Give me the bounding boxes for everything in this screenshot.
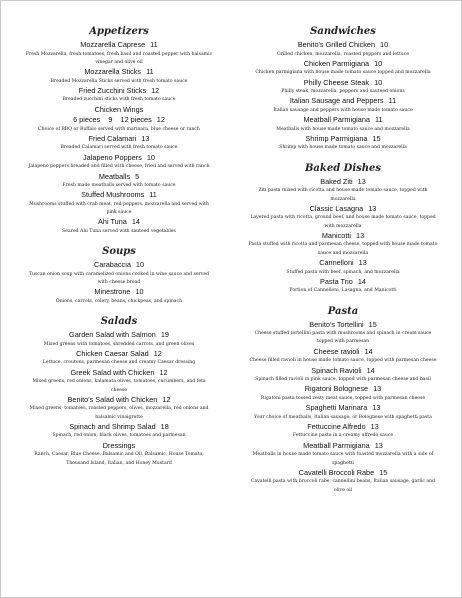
menu-item-description: Cheese stuffed tortellini pasta with mushrooms and spinach in cream sauce topped with parmesan bbox=[254, 331, 432, 345]
menu-item-price: 13 bbox=[356, 230, 365, 240]
menu-item-name: Carabaccia bbox=[93, 260, 131, 270]
menu-item bbox=[19, 368, 219, 395]
menu-item-description: Cheese filled ravioli in house made tomato sauce, topped with parmesan cheese bbox=[249, 358, 437, 364]
menu-item-price: 10 bbox=[135, 287, 144, 297]
menu-item-line bbox=[241, 115, 445, 126]
menu-item-description: Layered pasta with ricotta, ground beef, and house made tomato sauce, topped with mozzarella bbox=[250, 215, 436, 229]
menu-item-name: Cheese ravioli bbox=[313, 346, 360, 356]
menu-item bbox=[241, 134, 445, 153]
menu-item bbox=[19, 190, 219, 217]
menu-item-name: Italian Sausage and Peppers bbox=[289, 96, 384, 106]
menu-item bbox=[241, 347, 445, 366]
section-spacer bbox=[19, 306, 219, 315]
menu-item-price: 12 bbox=[151, 85, 160, 95]
menu-item-line bbox=[241, 441, 445, 452]
menu-item bbox=[241, 96, 445, 115]
menu-item bbox=[19, 422, 219, 441]
menu-item-description: Philly steak, mozzarella, peppers and sauteed onions bbox=[281, 89, 405, 95]
menu-item-price: 11 bbox=[146, 67, 154, 77]
menu-item-price: 14 bbox=[364, 346, 373, 356]
menu-item bbox=[19, 134, 219, 153]
menu-item bbox=[241, 40, 445, 59]
menu-item-line bbox=[241, 422, 445, 433]
menu-item-line bbox=[19, 40, 219, 51]
menu-item-description: Ranch, Caesar, Blue Cheese, Balsamic and Oil, Balsamic, House Tomato, Thousand Island, Italian, and Honey Mustard bbox=[34, 452, 204, 466]
section-spacer bbox=[241, 153, 445, 162]
section-spacer bbox=[19, 236, 219, 245]
menu-item bbox=[19, 115, 219, 134]
menu-item-line bbox=[19, 153, 219, 164]
menu-item-description: Fresh Mozzarella, fresh tomatoes, fresh basil and roasted pepper with balsamic vinegar and olive oil bbox=[25, 51, 213, 65]
menu-item bbox=[241, 403, 445, 422]
menu-item-description: Seared Ahi Tuna served with sauteed vegetables bbox=[62, 228, 176, 234]
menu-item-description: Italian sausage and peppers with house made tomato sauce bbox=[273, 107, 413, 113]
menu-item-line bbox=[19, 395, 219, 406]
menu-item-line bbox=[19, 349, 219, 360]
menu-item-price: 12 bbox=[159, 367, 168, 377]
menu-item-description: Shrimp with house made tomato sauce and mozzarella bbox=[279, 145, 407, 151]
menu-item-price: 11 bbox=[374, 115, 383, 125]
menu-item-line bbox=[241, 204, 445, 215]
menu-item-name: Fried Zucchini Sticks bbox=[78, 85, 147, 95]
menu-item-name: Spinach and Shrimp Salad bbox=[69, 421, 156, 431]
section-title-salads: Salads bbox=[100, 316, 138, 328]
menu-item-name: Rigatoni Bolognese bbox=[304, 384, 369, 394]
menu-item-name: Fried Calamari bbox=[88, 133, 137, 143]
menu-item-name: Meatball Parmigiana bbox=[303, 115, 370, 125]
menu-item-name: Chicken Parmigiana bbox=[303, 58, 370, 68]
menu-item-description: Meatballs with house made tomato sauce and mozzarella bbox=[276, 126, 410, 132]
menu-item-name: Chicken Caesar Salad bbox=[76, 348, 149, 358]
menu-item bbox=[241, 78, 445, 97]
menu-item-line bbox=[241, 320, 445, 331]
menu-item-name: Meatball Parmigiana bbox=[303, 440, 370, 450]
menu-item-line bbox=[241, 347, 445, 358]
menu-item-price: 12 bbox=[153, 348, 162, 358]
menu-item bbox=[241, 258, 445, 277]
menu-item-line bbox=[241, 468, 445, 479]
menu-item-name: Mozzarella Caprese bbox=[80, 40, 146, 49]
menu-item bbox=[19, 40, 219, 67]
menu-item-price: 10 bbox=[374, 77, 383, 87]
menu-item-description: Fresh made meatballs served with tomato sauce bbox=[62, 183, 176, 189]
menu-item-line bbox=[241, 78, 445, 89]
menu-column-left bbox=[19, 25, 219, 468]
menu-item-name: 6 pieces 9 12 pieces bbox=[73, 115, 152, 125]
menu-item-price: 15 bbox=[379, 467, 388, 477]
menu-item-line bbox=[241, 59, 445, 70]
menu-item-price: 10 bbox=[380, 40, 389, 49]
menu-item-name: Philly Cheese Steak bbox=[303, 77, 370, 87]
menu-item-price: 10 bbox=[374, 58, 383, 68]
menu-item-line bbox=[19, 134, 219, 145]
menu-item-price: 18 bbox=[160, 421, 169, 431]
menu-item bbox=[241, 277, 445, 296]
menu-item-price: 14 bbox=[366, 365, 375, 375]
menu-item-line bbox=[19, 190, 219, 201]
menu-item-line bbox=[19, 330, 219, 341]
menu-item-name: Greek Salad with Chicken bbox=[70, 367, 155, 377]
menu-item bbox=[241, 320, 445, 347]
menu-item-price: 13 bbox=[358, 258, 367, 268]
menu-item bbox=[241, 422, 445, 441]
menu-item-description: Meatballs in house made tomato sauce with toasted mozzarella with a side of spaghetti bbox=[252, 452, 434, 466]
menu-item-description: Ziti pasta mixed with ricotta and house made tomato sauce, topped with mozzarella bbox=[258, 188, 428, 202]
menu-item-price: 5 bbox=[135, 171, 140, 181]
menu-item bbox=[19, 153, 219, 172]
menu-item-description: Grilled chicken, mozzarella, roasted peppers and lettuce bbox=[276, 51, 410, 57]
menu-item bbox=[19, 395, 219, 422]
section-title-sandwiches: Sandwiches bbox=[310, 26, 376, 37]
menu-item-line bbox=[241, 96, 445, 107]
menu-item bbox=[241, 59, 445, 78]
menu-item-name: Spaghetti Marinara bbox=[305, 403, 368, 413]
menu-item-description: Breaded Calamari served with fresh tomato sauce bbox=[60, 145, 178, 151]
menu-item-name: Meatballs bbox=[98, 171, 131, 181]
menu-item-line bbox=[241, 277, 445, 288]
menu-item-price: 14 bbox=[357, 276, 366, 286]
menu-item-name: Dressings bbox=[102, 440, 136, 450]
menu-item bbox=[19, 441, 219, 468]
menu-item-price: 15 bbox=[372, 133, 381, 143]
menu-item bbox=[19, 287, 219, 306]
menu-item-line bbox=[19, 217, 219, 228]
menu-item-description: Cavatelli pasta with broccoli rabe, cannellini beans, Italian sausage, garlic and olive oil bbox=[250, 479, 436, 493]
menu-item-line bbox=[241, 258, 445, 269]
menu-item bbox=[19, 86, 219, 105]
menu-item-description: Spinach filled ravioli in pink sauce, topped with parmesan cheese and basil bbox=[255, 377, 431, 383]
menu-item-name: Shrimp Parmigiana bbox=[305, 133, 368, 143]
menu-item-name: Spinach Ravioli bbox=[311, 365, 362, 375]
menu-item-description: Spinach, red onion, black olives, tomatoes and parmesan bbox=[52, 433, 186, 439]
menu-item-line bbox=[19, 67, 219, 78]
menu-item bbox=[19, 172, 219, 191]
menu-item bbox=[241, 231, 445, 258]
menu-item-line bbox=[19, 115, 219, 126]
menu-item-line bbox=[241, 384, 445, 395]
menu-item-description: Choice of BBQ or Buffalo served with marinara, blue cheese or ranch bbox=[38, 126, 200, 132]
menu-item-price: 11 bbox=[150, 40, 158, 49]
menu-item-line bbox=[241, 366, 445, 377]
menu-item-line bbox=[19, 172, 219, 183]
menu-item-description: Mixed greens, red onions, kalamata olives, tomatoes, cucumbers, and feta cheese bbox=[32, 379, 206, 393]
menu-item-name: Benito's Grilled Chicken bbox=[297, 40, 376, 49]
menu-item bbox=[19, 217, 219, 236]
menu-item-name: Jalapeno Poppers bbox=[83, 152, 142, 162]
menu-item-price: 13 bbox=[374, 440, 383, 450]
menu-item-line bbox=[19, 368, 219, 379]
menu-item-price: 15 bbox=[368, 319, 377, 329]
menu-item-name: Benito's Tortellini bbox=[309, 319, 364, 329]
menu-item-description: Breaded Mozzarella Sticks served with fresh tomato sauce bbox=[50, 78, 188, 84]
menu-item-price: 13 bbox=[370, 421, 379, 431]
menu-item-name: Manicotti bbox=[321, 230, 352, 240]
menu-item bbox=[241, 115, 445, 134]
section-title-appetizers: Appetizers bbox=[89, 26, 149, 37]
section-spacer bbox=[241, 296, 445, 305]
menu-item-name: Baked Ziti bbox=[320, 176, 353, 186]
menu-item-description: Fettuccine pasta in a creamy alfredo sauce bbox=[292, 433, 394, 439]
menu-item-line bbox=[241, 40, 445, 51]
section-title-baked-dishes: Baked Dishes bbox=[304, 162, 382, 174]
menu-item-description: Mixed greens with tomatoes, shredded carrots, and green olives bbox=[43, 341, 195, 347]
menu-item-line bbox=[19, 441, 219, 452]
section-title-pasta: Pasta bbox=[327, 305, 359, 317]
menu-item-name: Garden Salad with Salmon bbox=[69, 330, 156, 340]
menu-item-price: 13 bbox=[372, 403, 381, 413]
menu-item-name: Minestrone bbox=[94, 287, 131, 297]
menu-item-description: Mushrooms stuffed with crab meat, red peppers, mozzarella and served with pink sauce bbox=[29, 201, 209, 216]
menu-item-price: 12 bbox=[156, 115, 165, 125]
menu-item-price: 12 bbox=[162, 394, 171, 404]
menu-item-name: Cavatelli Broccoli Rabe bbox=[298, 467, 375, 477]
menu-item-description: Tuscan onion soup with caramelized onions cooked in wine sauce and served with cheese bread bbox=[28, 271, 210, 286]
menu-item-description: Mixed greens, tomatoes, roasted peppers, olives, mozzarella, red onions and balsamic vinaigrette bbox=[29, 406, 209, 420]
menu-item-description: Portion of Cannelloni, Lasagna, and Manicotti bbox=[289, 288, 397, 294]
menu-item-description: Rigatoni pasta tossed zesty meat sauce, topped with parmesan cheese bbox=[260, 395, 426, 401]
section-title-soups: Soups bbox=[102, 246, 136, 258]
menu-item-description: Your choice of meatballs, Italian sausage, or Bolognese with spaghetti pasta bbox=[254, 414, 432, 420]
menu-item-name: Chicken Wings bbox=[94, 104, 144, 114]
menu-item-name: Cannelloni bbox=[319, 258, 354, 268]
menu-item-line bbox=[19, 105, 219, 116]
menu-item-name: Pasta Trio bbox=[320, 276, 353, 286]
menu-item-name: Ahi Tuna bbox=[98, 217, 127, 227]
menu-item bbox=[19, 105, 219, 116]
menu-item bbox=[19, 67, 219, 86]
menu-item-price: 13 bbox=[368, 203, 377, 213]
menu-item-line bbox=[241, 403, 445, 414]
menu-item-name: Fettuccine Alfredo bbox=[307, 421, 366, 431]
menu-item-description: Chicken parmigiana with house made tomato sauce topped and mozzarella bbox=[255, 70, 431, 76]
menu-item-line bbox=[241, 177, 445, 188]
menu-item-name: Benito's Salad with Chicken bbox=[67, 394, 158, 404]
menu-item-line bbox=[241, 231, 445, 242]
menu-item-price: 11 bbox=[149, 190, 157, 200]
menu-item-description: Breaded zucchini sticks with fresh tomato sauce bbox=[62, 97, 176, 103]
menu-item-price: 10 bbox=[135, 260, 145, 270]
menu-item bbox=[19, 330, 219, 349]
menu-item bbox=[19, 260, 219, 287]
menu-item-price: 14 bbox=[131, 217, 140, 227]
menu-item-description: Onions, carrots, celery, beans, chickpeas, and spinach bbox=[55, 298, 183, 304]
menu-item-description: Jalapeno peppers breaded and filled with cheese, fried and served with ranch bbox=[28, 164, 210, 170]
menu-item bbox=[19, 349, 219, 368]
menu-item bbox=[241, 204, 445, 231]
menu-item-description: Pasta stuffed with ricotta and parmesan cheese, topped with house made tomato sauce and mozzarella bbox=[248, 242, 438, 256]
menu-item bbox=[241, 384, 445, 403]
menu-item-price: 13 bbox=[357, 176, 366, 186]
menu-item-description: Lettuce, croutons, parmesan cheese and creamy Caesar dressing bbox=[42, 360, 196, 366]
menu-item-line bbox=[19, 86, 219, 97]
menu-column-right bbox=[241, 25, 445, 495]
menu-item bbox=[241, 441, 445, 468]
menu-item bbox=[241, 177, 445, 204]
menu-item-price: 11 bbox=[388, 96, 397, 106]
menu-item-name: Stuffed Mushrooms bbox=[81, 190, 145, 200]
menu-item bbox=[241, 366, 445, 385]
menu-item-price: 19 bbox=[160, 330, 169, 340]
menu-item-line bbox=[19, 260, 219, 271]
menu-item-name: Classic Lasagna bbox=[309, 203, 364, 213]
menu-item-name: Mozzarella Sticks bbox=[84, 67, 142, 77]
menu-item-description: Stuffed pasta with beef, spinach, and mozzarella bbox=[286, 269, 400, 275]
menu-item-price: 13 bbox=[373, 384, 382, 394]
menu-item-line bbox=[241, 134, 445, 145]
menu-item-line bbox=[19, 287, 219, 298]
menu-item bbox=[241, 468, 445, 495]
menu-item-price: 10 bbox=[146, 152, 155, 162]
menu-item-line bbox=[19, 422, 219, 433]
menu-item-price: 13 bbox=[141, 133, 150, 143]
